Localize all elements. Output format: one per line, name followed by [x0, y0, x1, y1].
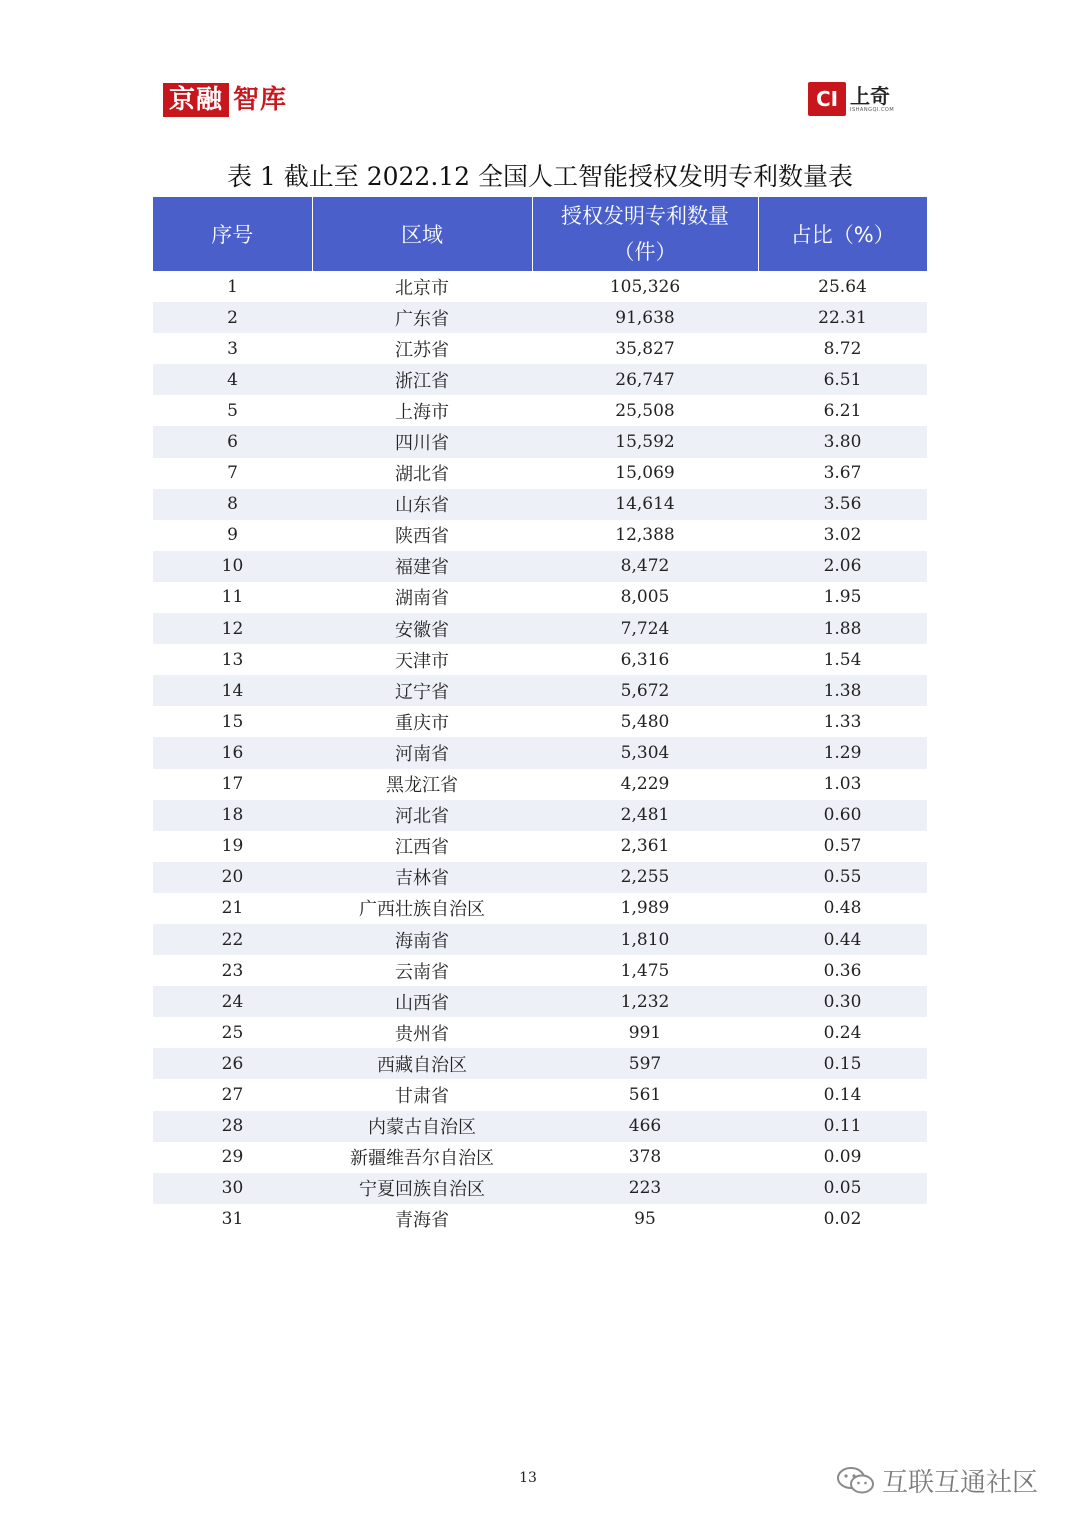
- cell-count: 1,232: [532, 986, 758, 1017]
- cell-count: 15,592: [532, 426, 758, 457]
- cell-count: 15,069: [615, 463, 675, 484]
- cell-region: 黑龙江省: [386, 775, 458, 797]
- cell-share: 0.44: [758, 924, 927, 955]
- cell-count: 5,304: [532, 737, 758, 768]
- cell-share: 6.51: [758, 364, 927, 395]
- cell-share: 0.55: [758, 862, 927, 893]
- cell-region: 青海省: [395, 1210, 449, 1232]
- cell-share: 1.88: [758, 613, 927, 644]
- cell-region: 湖北省: [395, 464, 449, 486]
- jingrong-logo: [163, 82, 287, 118]
- cell-count: 5,480: [620, 711, 670, 732]
- cell-share: 0.57: [823, 836, 862, 857]
- cell-share: 0.48: [823, 898, 862, 919]
- cell-index: 24: [153, 986, 312, 1017]
- cell-index: 16: [153, 737, 312, 768]
- cell-region: 山东省: [312, 489, 532, 520]
- cell-region: 新疆维吾尔自治区: [350, 1148, 494, 1170]
- cell-region: 福建省: [312, 551, 532, 582]
- cell-share: 0.09: [823, 1147, 862, 1168]
- patent-table: [153, 197, 927, 1235]
- table-row: [153, 489, 927, 520]
- table-title: 表 1 截止至 2022.12 全国人工智能授权发明专利数量表: [226, 162, 854, 191]
- table-row: [153, 1079, 927, 1110]
- cell-count: 2,481: [532, 800, 758, 831]
- cell-share: 1.54: [823, 649, 862, 670]
- cell-share: 1.29: [758, 737, 927, 768]
- table-row: [153, 986, 927, 1017]
- table-row: [153, 1204, 927, 1235]
- cell-count: 95: [634, 1209, 656, 1230]
- header-count: [532, 197, 758, 271]
- header-share: 占比（%）: [758, 197, 927, 271]
- cell-count: 1,475: [620, 960, 670, 981]
- cell-index: 9: [227, 525, 238, 546]
- table-row: [153, 769, 927, 800]
- header-count-line2: （件）: [613, 240, 677, 264]
- cell-index: 15: [221, 711, 244, 732]
- cell-share: 0.02: [823, 1209, 862, 1230]
- cell-region: 云南省: [395, 961, 449, 983]
- cell-share: 0.30: [758, 986, 927, 1017]
- cell-share: 0.14: [823, 1084, 862, 1105]
- cell-count: 7,724: [532, 613, 758, 644]
- cell-share: 0.15: [758, 1048, 927, 1079]
- table-row: [153, 1017, 927, 1048]
- table-row: [153, 893, 927, 924]
- cell-count: 26,747: [532, 364, 758, 395]
- cell-region: 山西省: [312, 986, 532, 1017]
- cell-index: 19: [221, 836, 244, 857]
- cell-share: 0.60: [758, 800, 927, 831]
- cell-index: 7: [227, 463, 238, 484]
- cell-index: 6: [153, 426, 312, 457]
- cell-index: 1: [227, 276, 238, 297]
- cell-index: 3: [227, 338, 238, 359]
- cell-index: 23: [221, 960, 244, 981]
- table-row: [153, 924, 927, 955]
- table-row: [153, 271, 927, 302]
- cell-index: 22: [153, 924, 312, 955]
- cell-region: 北京市: [395, 277, 449, 299]
- cell-region: 宁夏回族自治区: [312, 1173, 532, 1204]
- cell-count: 991: [628, 1022, 662, 1043]
- cell-share: 2.06: [758, 551, 927, 582]
- cell-region: 甘肃省: [395, 1085, 449, 1107]
- header-count-line1: 授权发明专利数量: [561, 204, 729, 228]
- table-row: [153, 395, 927, 426]
- cell-region: 安徽省: [312, 613, 532, 644]
- table-row: [153, 862, 927, 893]
- watermark-text: 互联互通社区: [882, 1468, 1039, 1498]
- table-row: [153, 613, 927, 644]
- cell-region: 内蒙古自治区: [312, 1111, 532, 1142]
- cell-index: 8: [153, 489, 312, 520]
- cell-count: 8,005: [620, 587, 670, 608]
- cell-share: 25.64: [818, 276, 867, 297]
- cell-share: 22.31: [758, 302, 927, 333]
- table-row: [153, 1173, 927, 1204]
- cell-region: 辽宁省: [312, 675, 532, 706]
- page-number: 13: [519, 1470, 537, 1486]
- shangqi-mark-icon: CI: [808, 82, 846, 116]
- cell-region: 河南省: [312, 737, 532, 768]
- table-row: [153, 520, 927, 551]
- cell-count: 466: [532, 1111, 758, 1142]
- shangqi-logo: [808, 80, 894, 118]
- logo-part1: 京融: [163, 83, 229, 117]
- cell-count: 6,316: [620, 649, 670, 670]
- logo-part2: 智库: [233, 85, 288, 115]
- cell-share: 0.24: [823, 1022, 862, 1043]
- cell-count: 2,361: [620, 836, 670, 857]
- cell-index: 4: [153, 364, 312, 395]
- cell-index: 11: [221, 587, 244, 608]
- cell-region: 湖南省: [395, 588, 449, 610]
- cell-index: 10: [153, 551, 312, 582]
- cell-region: 海南省: [312, 924, 532, 955]
- cell-share: 1.33: [823, 711, 862, 732]
- cell-count: 1,810: [532, 924, 758, 955]
- cell-index: 5: [227, 400, 238, 421]
- cell-share: 6.21: [823, 400, 862, 421]
- cell-region: 四川省: [312, 426, 532, 457]
- cell-count: 2,255: [532, 862, 758, 893]
- cell-index: 14: [153, 675, 312, 706]
- cell-index: 30: [153, 1173, 312, 1204]
- cell-count: 14,614: [532, 489, 758, 520]
- cell-index: 18: [153, 800, 312, 831]
- cell-count: 91,638: [532, 302, 758, 333]
- cell-count: 4,229: [620, 774, 670, 795]
- cell-share: 1.95: [823, 587, 862, 608]
- cell-count: 12,388: [615, 525, 675, 546]
- cell-index: 20: [153, 862, 312, 893]
- cell-index: 27: [221, 1084, 244, 1105]
- table-row: [153, 831, 927, 862]
- cell-region: 贵州省: [395, 1023, 449, 1045]
- cell-count: 25,508: [615, 400, 675, 421]
- cell-region: 上海市: [395, 401, 449, 423]
- cell-share: 3.67: [823, 463, 862, 484]
- cell-index: 28: [153, 1111, 312, 1142]
- table-row: [153, 737, 927, 768]
- table-row: [153, 955, 927, 986]
- cell-count: 35,827: [615, 338, 675, 359]
- cell-region: 吉林省: [312, 862, 532, 893]
- shangqi-brand: [850, 85, 894, 114]
- cell-index: 29: [221, 1147, 244, 1168]
- cell-index: 12: [153, 613, 312, 644]
- table-row: [153, 333, 927, 364]
- table-body: [153, 271, 927, 1235]
- cell-count: 5,672: [532, 675, 758, 706]
- table-row: [153, 551, 927, 582]
- table-row: [153, 1111, 927, 1142]
- table-row: [153, 364, 927, 395]
- cell-share: 1.38: [758, 675, 927, 706]
- cell-region: 陕西省: [395, 526, 449, 548]
- cell-region: 江苏省: [395, 339, 449, 361]
- cell-share: 8.72: [823, 338, 862, 359]
- cell-index: 13: [221, 649, 244, 670]
- cell-region: 河北省: [312, 800, 532, 831]
- cell-count: 223: [532, 1173, 758, 1204]
- cell-region: 西藏自治区: [312, 1048, 532, 1079]
- cell-region: 广西壮族自治区: [359, 899, 485, 921]
- cell-count: 597: [532, 1048, 758, 1079]
- header-index: 序号: [153, 197, 312, 271]
- cell-share: 0.11: [758, 1111, 927, 1142]
- cell-region: 天津市: [395, 650, 449, 672]
- cell-region: 广东省: [312, 302, 532, 333]
- cell-region: 浙江省: [312, 364, 532, 395]
- cell-share: 1.03: [823, 774, 862, 795]
- cell-share: 0.36: [823, 960, 862, 981]
- table-row: [153, 302, 927, 333]
- cell-count: 8,472: [532, 551, 758, 582]
- cell-index: 26: [153, 1048, 312, 1079]
- cell-region: 重庆市: [395, 712, 449, 734]
- table-row: [153, 582, 927, 613]
- table-row: [153, 706, 927, 737]
- cell-index: 17: [221, 774, 244, 795]
- watermark: [836, 1462, 1038, 1499]
- cell-count: 378: [628, 1147, 662, 1168]
- table-header-row: [153, 197, 927, 271]
- table-row: [153, 1048, 927, 1079]
- cell-index: 31: [221, 1209, 244, 1230]
- table-row: [153, 458, 927, 489]
- header-region: 区域: [312, 197, 532, 271]
- shangqi-name: 上奇: [850, 83, 890, 108]
- cell-share: 3.02: [823, 525, 862, 546]
- cell-count: 105,326: [609, 276, 681, 297]
- cell-index: 2: [153, 302, 312, 333]
- wechat-icon: [836, 1466, 876, 1496]
- table-row: [153, 675, 927, 706]
- table-row: [153, 1142, 927, 1173]
- cell-count: 1,989: [620, 898, 670, 919]
- cell-region: 江西省: [395, 837, 449, 859]
- cell-share: 0.05: [758, 1173, 927, 1204]
- cell-count: 561: [628, 1084, 662, 1105]
- shangqi-url: ISHANGQI.COM: [850, 106, 895, 113]
- cell-share: 3.80: [758, 426, 927, 457]
- table-row: [153, 426, 927, 457]
- table-row: [153, 644, 927, 675]
- cell-index: 25: [221, 1022, 244, 1043]
- cell-share: 3.56: [758, 489, 927, 520]
- table-row: [153, 800, 927, 831]
- cell-index: 21: [221, 898, 244, 919]
